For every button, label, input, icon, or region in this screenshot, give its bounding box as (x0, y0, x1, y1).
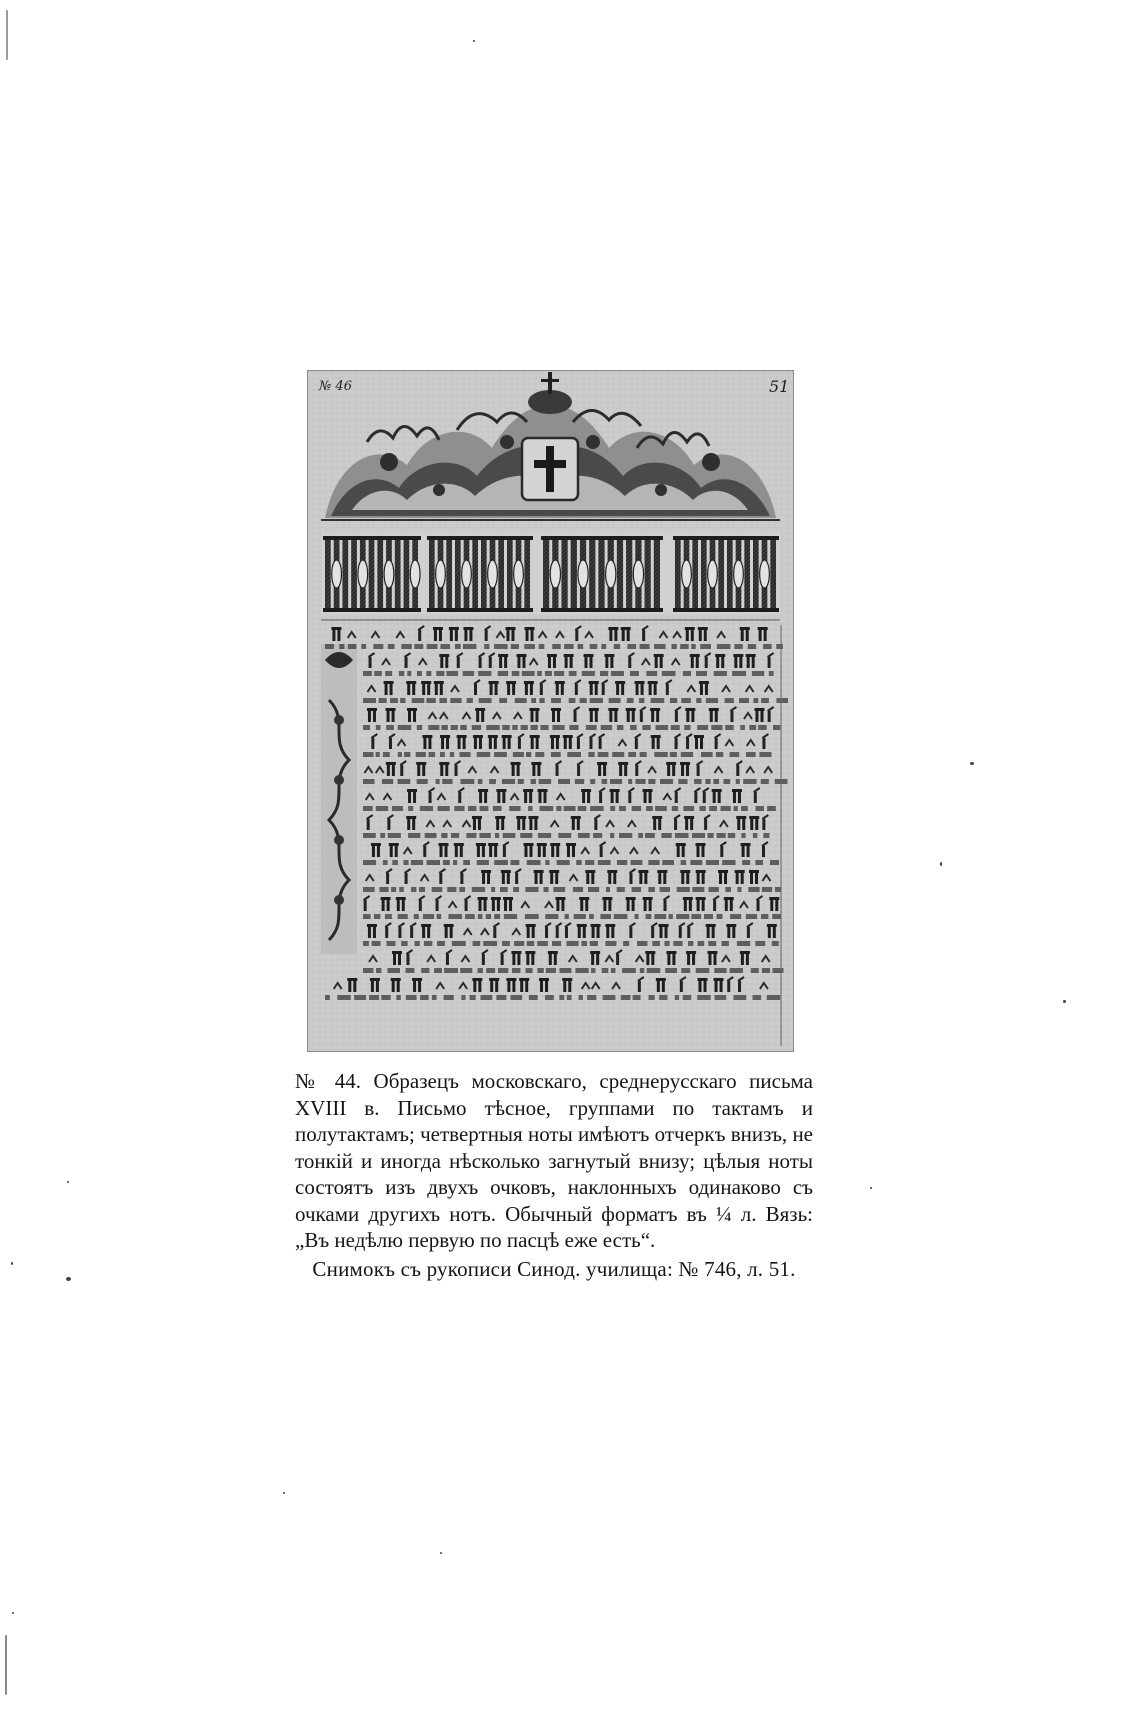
scan-speck (870, 1187, 872, 1189)
scan-speck (5, 1635, 7, 1695)
scan-speck (970, 762, 974, 765)
scan-speck (6, 10, 8, 60)
scan-speck (1063, 1000, 1066, 1003)
caption-source: Снимокъ съ рукописи Синод. училища: № 746, л. 51. (312, 1256, 796, 1281)
figure-caption (295, 1068, 813, 1282)
scan-speck (11, 1262, 13, 1265)
scan-speck (940, 862, 942, 866)
scan-speck (66, 1277, 71, 1281)
caption-text: № 44. Образецъ московскаго, среднерусскаго письма XVIII в. Письмо тѣсное, группами по тактамъ и полутактамъ; четвертныя ноты имѣютъ отчеркъ внизъ, не тонкій и иногда нѣсколько загнутый внизу; цѣлыя ноты состоятъ изъ двухъ очковъ, наклонныхъ одинаково съ очками другихъ нотъ. Обычный форматъ въ ¼ л. Вязь: „Въ недѣлю первую по пасцѣ еже есть“. (295, 1069, 813, 1252)
scan-speck (473, 40, 475, 42)
folio-number-left: № 46 (319, 379, 352, 394)
folio-number-right: 51 (769, 377, 790, 396)
scan-speck (67, 1181, 69, 1183)
scan-speck (283, 1492, 285, 1494)
scan-speck (12, 1612, 14, 1614)
decorated-initial (321, 644, 357, 954)
manuscript-plate (307, 370, 794, 1052)
vyaz-title-band (321, 532, 780, 620)
scan-speck (440, 1552, 442, 1554)
